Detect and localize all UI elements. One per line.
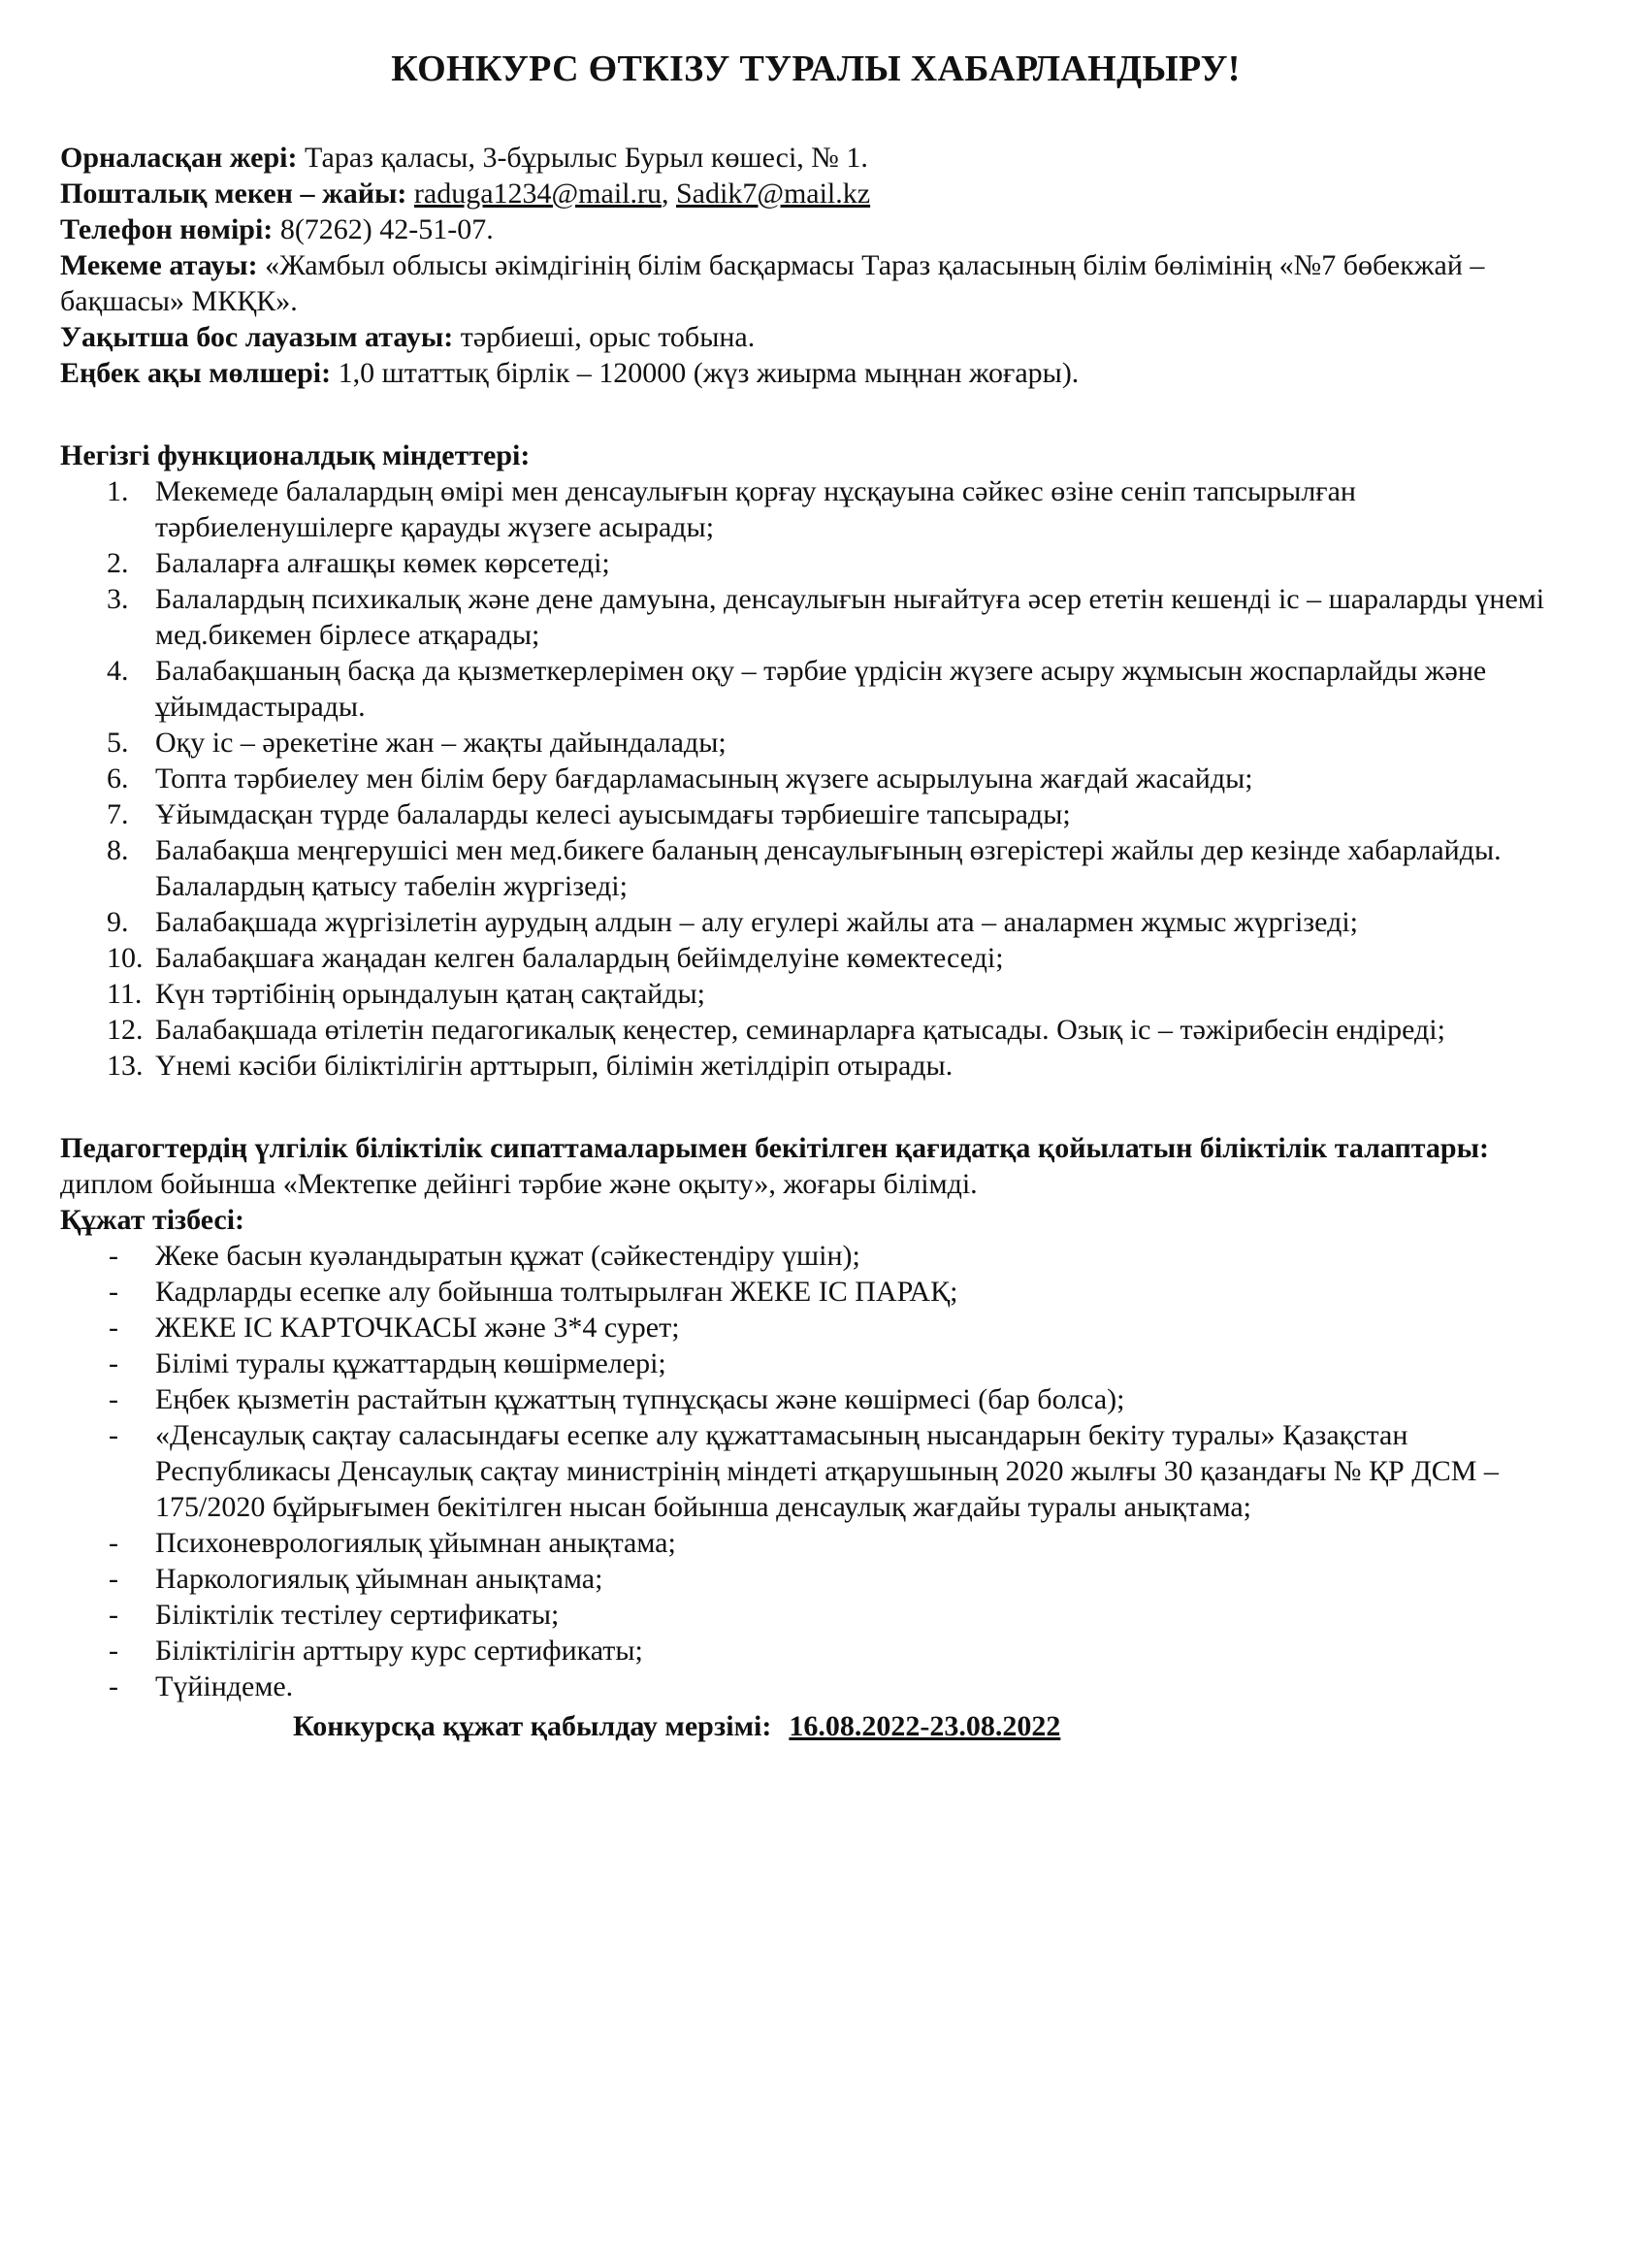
list-item <box>60 940 1571 976</box>
item-text: «Денсаулық сақтау саласындағы есепке алу құжаттамасының нысандарын бекіту туралы» Қазақстан Республикасы Денсаулық сақтау министрінің міндеті атқарушының 2020 жылғы 30 қазандағы № ҚР ДСМ – 175/2020 бұйрығымен бекітілген нысан бойынша денсаулық жағдайы туралы анықтама; <box>155 1419 1499 1523</box>
qualification-line <box>60 1130 1571 1202</box>
item-text: Балабақшаға жаңадан келген балалардың бейімделуіне көмектеседі; <box>155 942 1004 974</box>
item-text: Топта тәрбиелеу мен білім беру бағдарламасының жүзеге асырылуына жағдай жасайды; <box>155 762 1253 794</box>
organization-value: «Жамбыл облысы әкімдігінің білім басқармасы Тараз қаласының білім бөлімінің «№7 бөбекжай – бақшасы» МКҚК». <box>60 249 1485 317</box>
item-text: Оқу іс – әрекетіне жан – жақты дайындалады; <box>155 727 727 759</box>
list-item <box>60 545 1571 581</box>
item-text: Ұйымдасқан түрде балаларды келесі ауысымдағы тәрбиешіге тапсырады; <box>155 798 1071 830</box>
list-item <box>60 653 1571 725</box>
vacancy-value: тәрбиеші, орыс тобына. <box>460 321 756 353</box>
list-item <box>60 1633 1571 1669</box>
phone-value: 8(7262) 42-51-07. <box>279 213 494 245</box>
deadline-dates: 16.08.2022-23.08.2022 <box>789 1710 1061 1742</box>
item-number: 10. <box>107 942 144 974</box>
item-text: Біліктілігін арттыру курс сертификаты; <box>155 1635 643 1667</box>
item-text: Күн тәртібінің орындалуын қатаң сақтайды; <box>155 978 705 1010</box>
item-text: Балаларға алғашқы көмек көрсетеді; <box>155 547 610 579</box>
list-item <box>60 1012 1571 1048</box>
list-item <box>60 796 1571 832</box>
item-number: 9. <box>107 906 129 938</box>
salary-label: Еңбек ақы мөлшері: <box>60 357 332 389</box>
item-number: 2. <box>107 547 129 579</box>
list-item <box>60 725 1571 761</box>
email-separator: , <box>661 178 669 210</box>
phone-label: Телефон нөмірі: <box>60 213 274 245</box>
dash-bullet: - <box>109 1527 118 1559</box>
deadline-line <box>293 1708 1571 1744</box>
item-text: Кадрларды есепке алу бойынша толтырылған ЖЕКЕ ІС ПАРАҚ; <box>155 1276 958 1308</box>
location-line <box>60 140 1571 176</box>
item-text: Түйіндеме. <box>155 1670 294 1702</box>
list-item <box>60 832 1571 904</box>
phone-line <box>60 211 1571 247</box>
salary-line <box>60 355 1571 391</box>
dash-bullet: - <box>109 1347 118 1379</box>
list-item <box>60 473 1571 545</box>
list-item <box>60 1669 1571 1704</box>
item-number: 11. <box>107 978 143 1010</box>
item-text: Балалардың психикалық және дене дамуына, денсаулығын нығайтуға әсер ететін кешенді іс – шараларды үнемі мед.бикемен бірлесе атқарады; <box>155 583 1545 651</box>
item-text: Наркологиялық ұйымнан анықтама; <box>155 1563 603 1595</box>
vacancy-line <box>60 319 1571 355</box>
item-text: Білімі туралы құжаттардың көшірмелері; <box>155 1347 666 1379</box>
location-label: Орналасқан жері: <box>60 142 298 174</box>
qualification-block <box>60 1130 1571 1202</box>
list-item <box>60 1310 1571 1345</box>
item-number: 6. <box>107 762 129 794</box>
dash-bullet: - <box>109 1599 118 1631</box>
documents-list <box>60 1238 1571 1704</box>
documents-heading: Құжат тізбесі: <box>60 1204 245 1236</box>
list-item <box>60 1561 1571 1597</box>
email-link-2[interactable]: Sadik7@mail.kz <box>675 178 871 210</box>
item-number: 8. <box>107 834 129 866</box>
item-text: Психоневрологиялық ұйымнан анықтама; <box>155 1527 676 1559</box>
document-title: КОНКУРС ӨТКІЗУ ТУРАЛЫ ХАБАРЛАНДЫРУ! <box>391 49 1241 89</box>
item-number: 1. <box>107 475 129 507</box>
dash-bullet: - <box>109 1670 118 1702</box>
email-link-1[interactable]: raduga1234@mail.ru <box>413 178 662 210</box>
list-item <box>60 904 1571 940</box>
item-text: Еңбек қызметін растайтын құжаттың түпнұсқасы және көшірмесі (бар болса); <box>155 1383 1125 1415</box>
list-item <box>60 761 1571 796</box>
list-item <box>60 1525 1571 1561</box>
item-number: 4. <box>107 655 129 687</box>
location-value: Тараз қаласы, 3-бұрылыс Бурыл көшесі, № 1. <box>304 142 868 174</box>
item-number: 13. <box>107 1050 144 1082</box>
item-number: 7. <box>107 798 129 830</box>
contact-info-block <box>60 140 1571 391</box>
item-text: Балабақшада жүргізілетін аурудың алдын – алу егулері жайлы ата – аналармен жұмыс жүргізеді; <box>155 906 1359 938</box>
qualification-label: Педагогтердің үлгілік біліктілік сипаттамаларымен бекітілген қағидатқа қойылатын біліктілік талаптары: <box>60 1132 1490 1164</box>
item-text: Мекемеде балалардың өмірі мен денсаулығын қорғау нұсқауына сәйкес өзіне сеніп тапсырылған тәрбиеленушілерге қарауды жүзеге асырады; <box>155 475 1356 543</box>
list-item <box>60 1238 1571 1274</box>
dash-bullet: - <box>109 1563 118 1595</box>
dash-bullet: - <box>109 1312 118 1344</box>
qualification-value: диплом бойынша «Мектепке дейінгі тәрбие және оқыту», жоғары білімді. <box>60 1168 978 1200</box>
item-text: Балабақшаның басқа да қызметкерлерімен оқу – тәрбие үрдісін жүзеге асыру жұмысын жоспарлайды және ұйымдастырады. <box>155 655 1487 723</box>
list-item <box>60 1381 1571 1417</box>
list-item <box>60 1274 1571 1310</box>
vacancy-label: Уақытша бос лауазым атауы: <box>60 321 454 353</box>
item-text: Балабақшада өтілетін педагогикалық кеңестер, семинарларға қатысады. Озық іс – тәжірибесін ендіреді; <box>155 1014 1445 1046</box>
salary-value: 1,0 штаттық бірлік – 120000 (жүз жиырма мыңнан жоғары). <box>338 357 1080 389</box>
item-number: 3. <box>107 583 129 615</box>
deadline-label: Конкурсқа құжат қабылдау мерзімі: <box>293 1710 772 1742</box>
item-number: 5. <box>107 727 129 759</box>
dash-bullet: - <box>109 1635 118 1667</box>
postal-line <box>60 176 1571 211</box>
organization-line <box>60 247 1571 319</box>
organization-label: Мекеме атауы: <box>60 249 258 281</box>
item-number: 12. <box>107 1014 144 1046</box>
duties-heading: Негізгі функционалдық міндеттері: <box>60 439 531 471</box>
item-text: Үнемі кәсіби біліктілігін арттырып, білімін жетілдіріп отырады. <box>155 1050 954 1082</box>
dash-bullet: - <box>109 1383 118 1415</box>
list-item <box>60 1597 1571 1633</box>
item-text: ЖЕКЕ ІС КАРТОЧКАСЫ және 3*4 сурет; <box>155 1312 680 1344</box>
list-item <box>60 976 1571 1012</box>
list-item <box>60 1417 1571 1525</box>
list-item <box>60 1345 1571 1381</box>
duties-list <box>60 473 1571 1084</box>
item-text: Балабақша меңгерушісі мен мед.бикеге баланың денсаулығының өзгерістері жайлы дер кезінде хабарлайды. Балалардың қатысу табелін жүргізеді; <box>155 834 1502 902</box>
postal-label: Пошталық мекен – жайы: <box>60 178 407 210</box>
dash-bullet: - <box>109 1419 118 1451</box>
dash-bullet: - <box>109 1240 118 1272</box>
item-text: Жеке басын куәландыратын құжат (сәйкестендіру үшін); <box>155 1240 860 1272</box>
list-item <box>60 581 1571 653</box>
list-item <box>60 1048 1571 1084</box>
item-text: Біліктілік тестілеу сертификаты; <box>155 1599 560 1631</box>
dash-bullet: - <box>109 1276 118 1308</box>
